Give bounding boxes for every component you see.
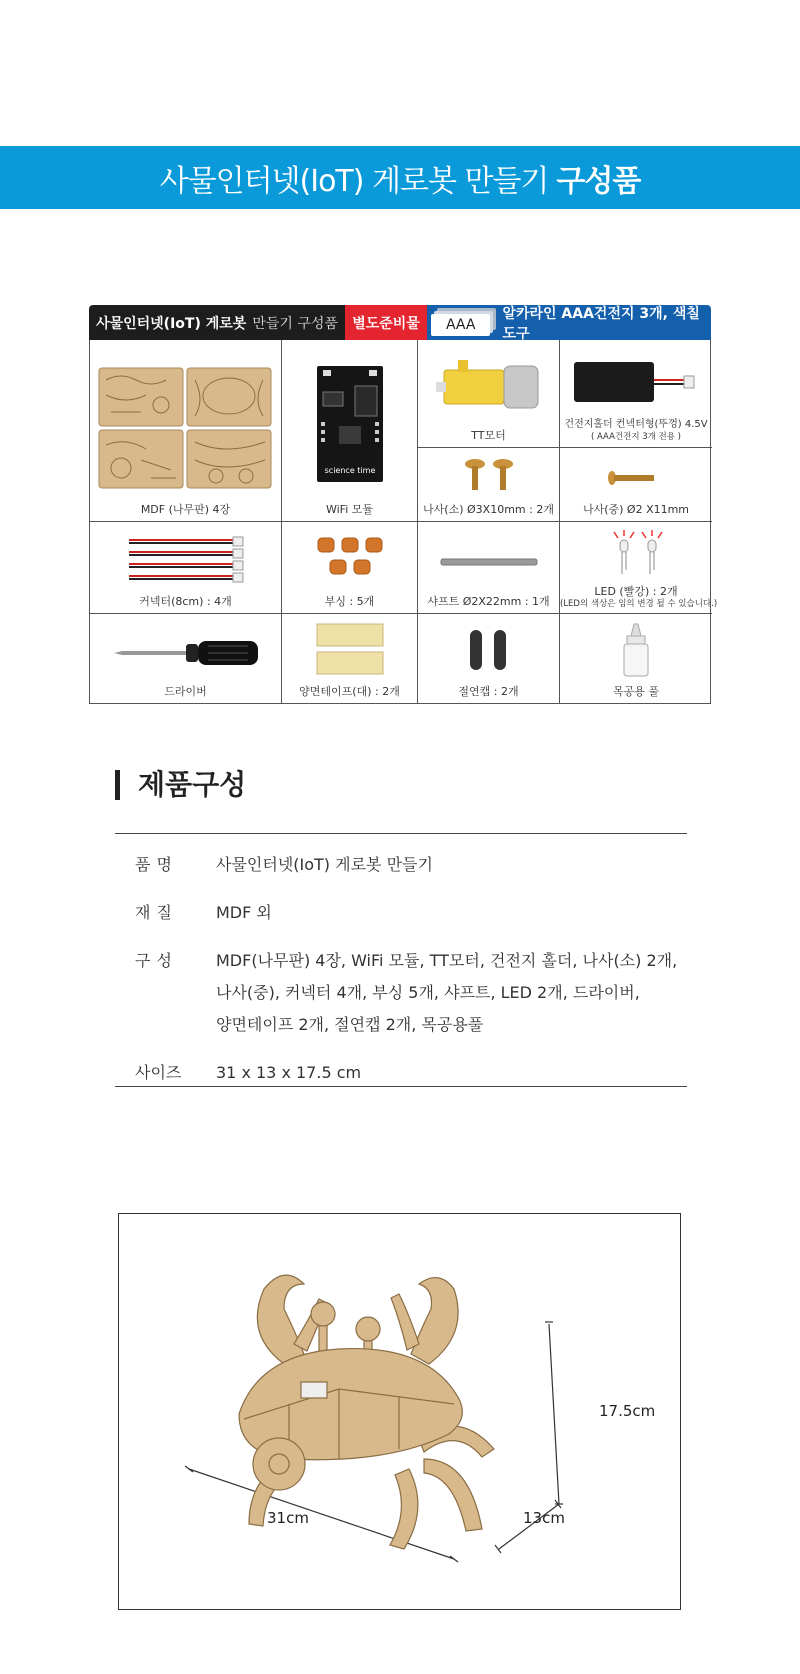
width-label: 31cm bbox=[267, 1509, 309, 1527]
connector-icon bbox=[123, 534, 253, 586]
separate-items: 알카라인 AAA건전지 3개, 색칠도구 bbox=[502, 305, 700, 340]
info-value: 나사(중), 커넥터 4개, 부싱 5개, 샤프트, LED 2개, 드라이버, bbox=[216, 983, 640, 1002]
cell-screw-medium bbox=[560, 448, 712, 522]
cell-shaft bbox=[418, 522, 560, 614]
mdf-boards-icon bbox=[91, 350, 281, 500]
info-key: 구성 bbox=[135, 951, 178, 970]
tt-motor-icon bbox=[434, 352, 544, 422]
product-photo-frame bbox=[118, 1213, 681, 1610]
info-row-material bbox=[135, 898, 695, 928]
tt-motor-label: TT모터 bbox=[471, 429, 506, 442]
cell-glue bbox=[560, 614, 712, 703]
screw-small-icon bbox=[459, 458, 519, 498]
led-icon bbox=[606, 528, 666, 578]
info-value: MDF(나무판) 4장, WiFi 모듈, TT모터, 건전지 홀더, 나사(소) 2개, bbox=[216, 951, 678, 970]
wifi-label: WiFi 모듈 bbox=[325, 503, 374, 516]
info-row-size bbox=[135, 1058, 695, 1088]
separate-label: 별도준비물 bbox=[345, 305, 427, 340]
top-divider bbox=[115, 833, 687, 834]
info-key bbox=[135, 1010, 216, 1040]
info-row-composition-3 bbox=[135, 1010, 695, 1040]
info-key bbox=[135, 978, 216, 1008]
components-grid bbox=[89, 340, 718, 704]
glue-bottle-icon bbox=[621, 622, 651, 678]
info-key: 재질 bbox=[135, 903, 178, 922]
title-banner bbox=[0, 146, 800, 209]
cell-driver bbox=[90, 614, 282, 703]
mdf-label: MDF (나무판) 4장 bbox=[140, 503, 231, 516]
banner-title: 사물인터넷(IoT) 게로봇 만들기 bbox=[159, 163, 549, 199]
cell-wifi bbox=[282, 340, 418, 522]
battery-holder-label bbox=[560, 418, 712, 444]
cell-tape bbox=[282, 614, 418, 703]
bushing-label: 부싱 : 5개 bbox=[324, 595, 375, 608]
info-row-composition bbox=[135, 946, 695, 976]
led-label bbox=[560, 585, 718, 611]
tape-icon bbox=[315, 622, 385, 678]
cell-mdf bbox=[90, 340, 282, 522]
glue-label: 목공용 풀 bbox=[612, 685, 659, 698]
kit-suffix: 만들기 구성품 bbox=[252, 315, 338, 332]
info-key: 사이즈 bbox=[135, 1063, 182, 1082]
info-value: 양면테이프 2개, 절연캡 2개, 목공용풀 bbox=[216, 1015, 484, 1034]
info-value: 31 x 13 x 17.5 cm bbox=[216, 1063, 362, 1082]
cap-label: 절연캡 : 2개 bbox=[458, 685, 519, 698]
battery-icon: AAA bbox=[431, 314, 490, 336]
product-info-title: 제품구성 bbox=[115, 770, 246, 800]
screw-medium-label: 나사(중) Ø2 X11mm bbox=[582, 503, 690, 516]
components-table bbox=[89, 305, 718, 704]
cell-connector bbox=[90, 522, 282, 614]
battery-holder-icon bbox=[572, 358, 702, 408]
banner-title-bold: 구성품 bbox=[556, 163, 641, 199]
cell-led bbox=[560, 522, 718, 614]
product-info-list bbox=[135, 850, 695, 1106]
info-key: 품명 bbox=[135, 855, 178, 874]
bushing-icon bbox=[310, 534, 390, 584]
bottom-divider bbox=[115, 1086, 687, 1087]
depth-label: 13cm bbox=[523, 1509, 565, 1527]
led-note: (LED의 색상은 임의 변경 될 수 있습니다.) bbox=[560, 599, 718, 609]
driver-label: 드라이버 bbox=[164, 685, 207, 698]
height-label: 17.5cm bbox=[599, 1402, 656, 1420]
cell-battery-holder bbox=[560, 340, 712, 448]
info-value: MDF 외 bbox=[216, 903, 272, 922]
screw-medium-icon bbox=[606, 468, 666, 488]
cell-cap bbox=[418, 614, 560, 703]
led-text: LED (빨강) : 2개 bbox=[594, 585, 678, 598]
cell-screw-small bbox=[418, 448, 560, 522]
wifi-board-text: science time bbox=[324, 466, 376, 475]
insulation-cap-icon bbox=[464, 628, 514, 672]
separate-items-cell bbox=[427, 305, 711, 340]
screw-small-label: 나사(소) Ø3X10mm : 2개 bbox=[423, 503, 554, 516]
info-row-composition-2 bbox=[135, 978, 695, 1008]
info-row-name bbox=[135, 850, 695, 880]
shaft-icon bbox=[439, 556, 539, 568]
crab-robot-illustration bbox=[119, 1214, 680, 1609]
connector-label: 커넥터(8cm) : 4개 bbox=[139, 595, 232, 608]
screwdriver-icon bbox=[112, 638, 262, 668]
kit-name: 사물인터넷(IoT) 게로봇 bbox=[96, 315, 247, 332]
cell-tt-motor bbox=[418, 340, 560, 448]
components-header bbox=[89, 305, 711, 340]
battery-holder-note: ( AAA건전지 3개 전용 ) bbox=[590, 432, 682, 442]
shaft-label: 샤프트 Ø2X22mm : 1개 bbox=[427, 595, 550, 608]
tape-label: 양면테이프(대) : 2개 bbox=[299, 685, 400, 698]
battery-holder-text: 건전지홀더 컨넥터형(뚜껑) 4.5V bbox=[564, 419, 708, 430]
info-value: 사물인터넷(IoT) 게로봇 만들기 bbox=[216, 855, 433, 874]
cell-bushing bbox=[282, 522, 418, 614]
kit-name-cell bbox=[89, 305, 345, 340]
